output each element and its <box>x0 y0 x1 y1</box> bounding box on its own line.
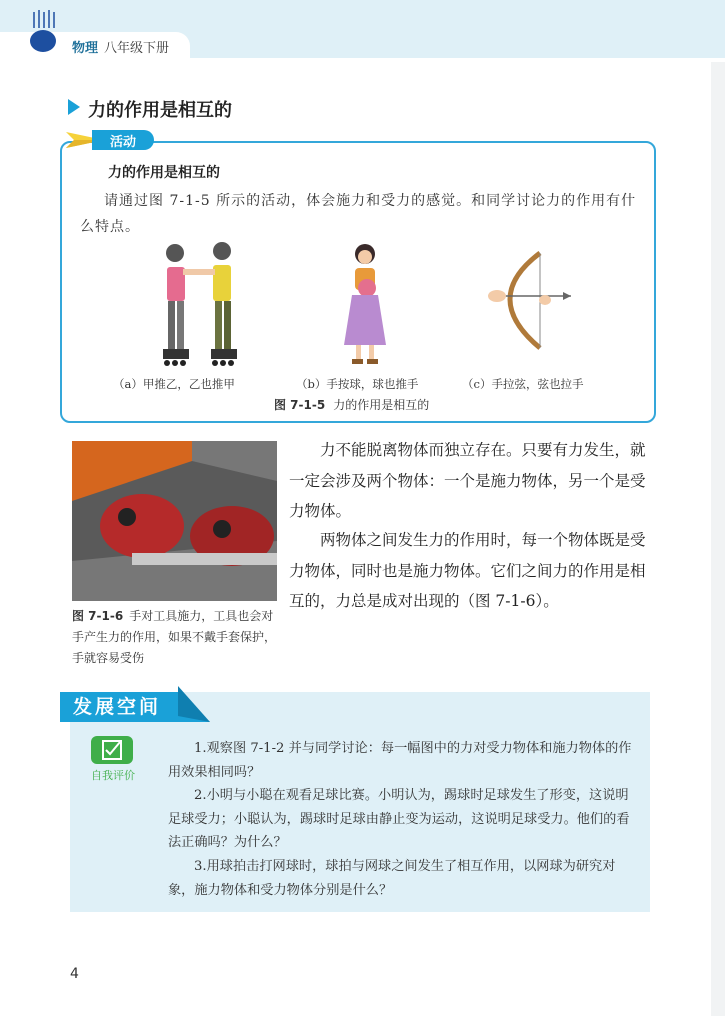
caption-a: （a）甲推乙，乙也推甲 <box>113 377 235 391</box>
caption-c: （c）手拉弦，弦也拉手 <box>462 377 584 391</box>
question-1: 1.观察图 7-1-2 并与同学讨论：每一幅图中的力对受力物体和施力物体的作用效果相同吗？ <box>168 741 632 780</box>
gloved-hands-photo <box>72 441 277 601</box>
book-label: 八年级下册 <box>104 41 170 56</box>
photo-caption-text: 手对工具施力，工具也会对手产生力的作用，如果不戴手套保护，手就容易受伤 <box>72 609 277 665</box>
bow-and-arrow-illustration <box>485 248 575 353</box>
question-2: 2.小明与小聪在观看足球比赛。小明认为，踢球时足球发生了形变，这说明足球受力；小聪认为，踢球时足球由静止变为运动，这说明足球受力。他们的看法正确吗？为什么？ <box>168 788 630 850</box>
body-paragraph-2: 两物体之间发生力的作用时，每一个物体既是受力物体，同时也是施力物体。它们之间力的作用是相互的，力总是成对出现的（图 7-1-6）。 <box>289 531 646 610</box>
apple-logo-icon <box>30 30 56 52</box>
gloves-image <box>72 441 277 601</box>
falling-lines-icon <box>30 10 58 32</box>
book-title <box>72 37 169 56</box>
activity-heading: 力的作用是相互的 <box>108 165 220 181</box>
photo-caption <box>72 606 282 669</box>
body-paragraph-1: 力不能脱离物体而独立存在。只要有力发生，就一定会涉及两个物体：一个是施力物体，另一个是受力物体。 <box>289 441 646 520</box>
figure-caption-7-1-5 <box>274 396 429 413</box>
section-arrow-icon <box>68 99 80 115</box>
photo-figure-number: 图 7-1-6 <box>72 609 124 623</box>
figure-title: 力的作用是相互的 <box>333 398 430 412</box>
figure-number: 图 7-1-5 <box>274 398 326 412</box>
checklist-icon <box>91 736 133 764</box>
caption-b: （b）手按球，球也推手 <box>296 377 419 391</box>
section-title: 力的作用是相互的 <box>88 100 232 121</box>
development-title: 发展空间 <box>73 696 162 718</box>
skaters-pushing-illustration <box>155 237 250 372</box>
activity-badge-label: 活动 <box>110 135 137 150</box>
girl-with-ball-illustration <box>340 240 390 370</box>
self-evaluation-label: 自我评价 <box>91 769 135 782</box>
question-3: 3.用球拍击打网球时，球拍与网球之间发生了相互作用，以网球为研究对象，施力物体和受力物体分别是什么？ <box>168 859 616 898</box>
page-number: 4 <box>70 966 79 982</box>
activity-text: 请通过图 7-1-5 所示的活动，体会施力和受力的感觉。和同学讨论力的作用有什么特点。 <box>80 193 637 235</box>
page-edge-strip <box>711 62 725 1016</box>
subject-label: 物理 <box>72 41 99 56</box>
